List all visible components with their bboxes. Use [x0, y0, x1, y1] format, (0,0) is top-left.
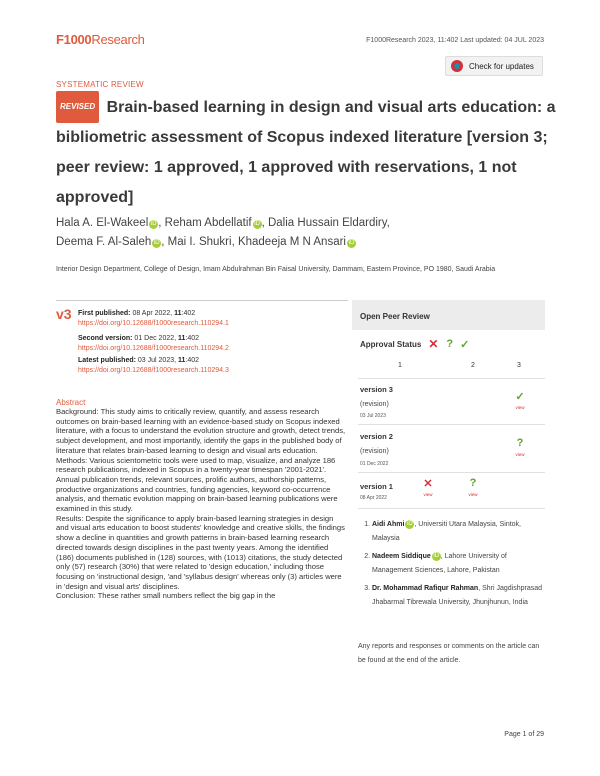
author-name[interactable]: Mai I. Shukri [167, 236, 232, 248]
approval-status [360, 337, 469, 351]
author-name[interactable]: Dalia Hussain Eldardiry, [267, 217, 390, 229]
orcid-icon[interactable]: iD [348, 240, 355, 246]
reviewer-column-2: 2 [471, 362, 475, 369]
abstract-body [56, 407, 348, 601]
version-1-label: version 1 [360, 482, 393, 491]
orcid-icon[interactable]: iD [254, 221, 260, 227]
author-name[interactable]: Reham Abdellatif [164, 217, 252, 229]
crossmark-icon [451, 60, 463, 72]
abstract-conclusion: Conclusion: These rather small numbers reflect the big gap in the [56, 591, 276, 601]
pub-id: 11 [174, 310, 182, 317]
reviewer-affiliation: , Shri Jagdishprasad Jhabarmal Tibrewala University, Jhunjhunun, India [372, 585, 543, 606]
reviewer-column-1: 1 [398, 362, 402, 369]
version-1-date: 08 Apr 2022 [360, 495, 387, 501]
pub-label: First published: [78, 310, 131, 317]
check-for-updates-label: Check for updates [469, 61, 534, 71]
pub-date: 01 Dec 2022, [134, 335, 179, 342]
reservations-icon[interactable]: ? [516, 437, 524, 449]
row-divider [358, 424, 545, 425]
reviewer-name[interactable]: Dr. Mohammad Rafiqur Rahman [372, 585, 479, 592]
row-divider [358, 378, 545, 379]
version-3-label: version 3 [360, 385, 393, 394]
version-badge: v3 [56, 306, 72, 322]
view-report-link[interactable]: view [468, 492, 478, 497]
reviewer-affiliation: , Universiti Utara Malaysia, Sintok, Malaysia [372, 521, 521, 542]
version-2-type: (revision) [360, 448, 389, 455]
orcid-icon[interactable]: iD [150, 221, 157, 227]
author-list: Hala A. El-Wakeel iD , Reham Abdellatif iD , Dalia Hussain Eldardiry, Deema F. Al-Saleh iD , Mai I. Shukri, Khadeeja M N Ansari iD [56, 217, 390, 248]
version-3-date: 03 Jul 2023 [360, 413, 386, 419]
orcid-icon[interactable]: iD [433, 553, 440, 559]
doi-link[interactable]: https://doi.org/10.12688/f1000research.110294.2 [78, 345, 229, 352]
affiliation: Interior Design Department, College of Design, Imam Abdulrahman Bin Faisal University, Dammam, Eastern Province, PO 1980, Saudi Arabia [56, 266, 496, 273]
reviewer-column-3: 3 [517, 362, 521, 369]
pub-suffix: :402 [185, 335, 200, 342]
author-name[interactable]: Hala A. El-Wakeel [56, 217, 149, 229]
orcid-icon[interactable]: iD [153, 240, 160, 246]
author-name[interactable]: Khadeeja M N Ansari [237, 236, 346, 248]
approval-label: Approval Status [360, 339, 422, 349]
not-approved-icon: ✕ [428, 337, 439, 351]
check-for-updates-button[interactable] [445, 56, 543, 76]
article-title-block [56, 91, 556, 213]
first-published [78, 309, 229, 329]
row-divider [358, 472, 545, 473]
approved-icon: ✓ [460, 338, 470, 351]
reviewer-item [372, 550, 543, 578]
pub-label: Second version: [78, 335, 133, 342]
reviewer-name[interactable]: Aidi Ahmi [372, 521, 405, 528]
article-title: Brain-based learning in design and visual arts education: a bibliometric assessment of Scopus indexed literature [version 3; peer review: 1 approved, 1 approved with reservations, 1 not approved] [56, 99, 556, 206]
doi-link[interactable]: https://doi.org/10.12688/f1000research.110294.3 [78, 367, 229, 374]
view-report-link[interactable]: view [423, 492, 433, 497]
approved-icon[interactable]: ✓ [515, 391, 525, 403]
page-number: Page 1 of 29 [504, 731, 544, 738]
abstract-background: Background: This study aims to critically review, quantify, and assess research outcomes on brain-based learning with an evidence-based study on Scopus indexed literature, with a focus to understand the evolution structure and growth, detect trends, subject development, and most importantly, identify the gaps in the published body of literature that relates brain-based learning to design and visual arts education. [56, 407, 346, 455]
pub-date: 03 Jul 2023, [137, 357, 178, 364]
revised-badge: REVISED [56, 91, 99, 123]
version-3-type: (revision) [360, 401, 389, 408]
divider [56, 300, 348, 301]
logo-suffix: Research [91, 32, 145, 47]
not-approved-icon[interactable]: ✕ [423, 478, 433, 490]
reviewer-item [372, 518, 543, 546]
abstract-heading: Abstract [56, 398, 86, 407]
article-type: SYSTEMATIC REVIEW [56, 80, 144, 89]
view-report-link[interactable]: view [515, 452, 525, 457]
pub-id: 11 [178, 335, 186, 342]
pub-suffix: :402 [181, 310, 196, 317]
abstract-methods: Methods: Various scientometric tools were used to map, visualize, and analyze 186 research publications, indexed in Scopus in a twenty-year timespan '2001-2021'. Annual publication trends, relevant sources, prolific authors, authorship patterns, productive organizations and countries, funding agencies, keyword co-occurrence analysis, and thematic evolution mapping on brain-based learning publications were examined in this study. [56, 455, 338, 514]
version-2-date: 01 Dec 2022 [360, 461, 389, 467]
abstract-results: Results: Despite the significance to apply brain-based learning strategies in design and visual arts education to boost students' knowledge and creative skills, the findings show a decline in quantities and growth patterns in brain-based learning research directed towards design disciplines in the past twenty years. Among the identified (186) documents published in (128) sources, with (1013) citations, the study detected only (57) research (30%) that were related to 'design education,' including those focusing on 'instructional design, 'and 'syllabus design' whereas only (3) articles were in 'design and visual arts' disciplines. [56, 513, 345, 591]
reservations-icon[interactable]: ? [469, 477, 477, 489]
reviewer-affiliation: , Lahore University of Management Sciences, Lahore, Pakistan [372, 553, 507, 574]
reviewer-item [372, 582, 543, 610]
reviewer-list [360, 518, 543, 614]
reports-note: Any reports and responses or comments on the article can be found at the end of the article. [358, 643, 540, 664]
view-report-link[interactable]: view [515, 405, 525, 410]
orcid-icon[interactable]: iD [407, 521, 413, 527]
row-divider [358, 508, 545, 509]
reviewer-name[interactable]: Nadeem Siddique [372, 553, 431, 560]
logo-prefix: F1000 [56, 32, 92, 47]
second-version [78, 334, 229, 354]
pub-id: 11 [178, 357, 186, 364]
latest-published [78, 356, 229, 376]
citation-meta: F1000Research 2023, 11:402 Last updated: 04 JUL 2023 [366, 37, 544, 44]
author-name[interactable]: Deema F. Al-Saleh [56, 236, 152, 248]
doi-link[interactable]: https://doi.org/10.12688/f1000research.110294.1 [78, 320, 229, 327]
pub-date: 08 Apr 2022, [132, 310, 175, 317]
pub-suffix: :402 [185, 357, 200, 364]
version-2-label: version 2 [360, 432, 393, 441]
journal-logo [56, 32, 145, 47]
reservations-icon: ? [446, 338, 454, 350]
peer-review-heading: Open Peer Review [352, 300, 545, 330]
pub-label: Latest published: [78, 357, 136, 364]
open-peer-review-panel [352, 300, 545, 674]
